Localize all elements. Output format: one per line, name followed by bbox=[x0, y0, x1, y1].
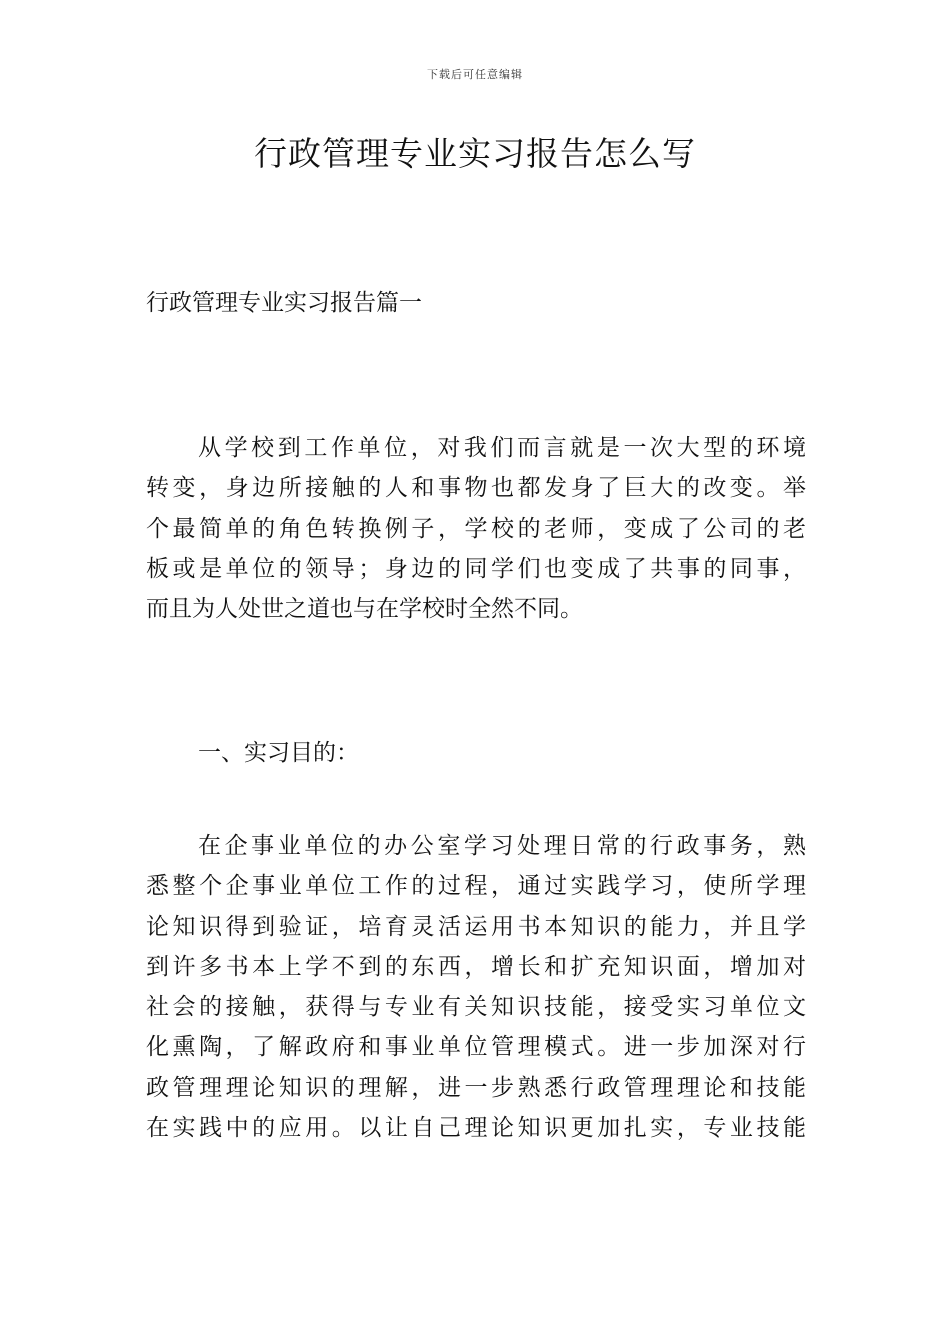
header-note: 下载后可任意编辑 bbox=[427, 68, 523, 81]
paragraph-line: 政管理理论知识的理解，进一步熟悉行政管理理论和技能 bbox=[146, 1074, 806, 1101]
paragraph-line: 而且为人处世之道也与在学校时全然不同。 bbox=[146, 596, 583, 623]
paragraph-line: 板或是单位的领导；身边的同学们也变成了共事的同事， bbox=[146, 555, 806, 582]
sub-heading-purpose: 一、实习目的： bbox=[198, 740, 359, 766]
document-title: 行政管理专业实习报告怎么写 bbox=[254, 134, 696, 173]
paragraph-line: 从学校到工作单位，对我们而言就是一次大型的环境 bbox=[198, 435, 806, 461]
paragraph-purpose bbox=[146, 826, 806, 1148]
paragraph-line: 到许多书本上学不到的东西，增长和扩充知识面，增加对 bbox=[146, 953, 806, 980]
paragraph-line: 社会的接触，获得与专业有关知识技能，接受实习单位文 bbox=[146, 994, 806, 1021]
paragraph-line: 在企事业单位的办公室学习处理日常的行政事务，熟 bbox=[198, 833, 806, 859]
paragraph-line: 悉整个企事业单位工作的过程，通过实践学习，使所学理 bbox=[146, 873, 806, 900]
paragraph-line: 论知识得到验证，培育灵活运用书本知识的能力，并且学 bbox=[146, 913, 806, 940]
section-heading: 行政管理专业实习报告篇一 bbox=[146, 290, 422, 316]
paragraph-line: 个最简单的角色转换例子，学校的老师，变成了公司的老 bbox=[146, 515, 806, 542]
paragraph-line: 在实践中的应用。以让自己理论知识更加扎实，专业技能 bbox=[146, 1115, 806, 1142]
paragraph-line: 转变，身边所接触的人和事物也都发身了巨大的改变。举 bbox=[146, 475, 806, 502]
paragraph-line: 化熏陶，了解政府和事业单位管理模式。进一步加深对行 bbox=[146, 1034, 806, 1061]
paragraph-intro bbox=[146, 428, 806, 629]
